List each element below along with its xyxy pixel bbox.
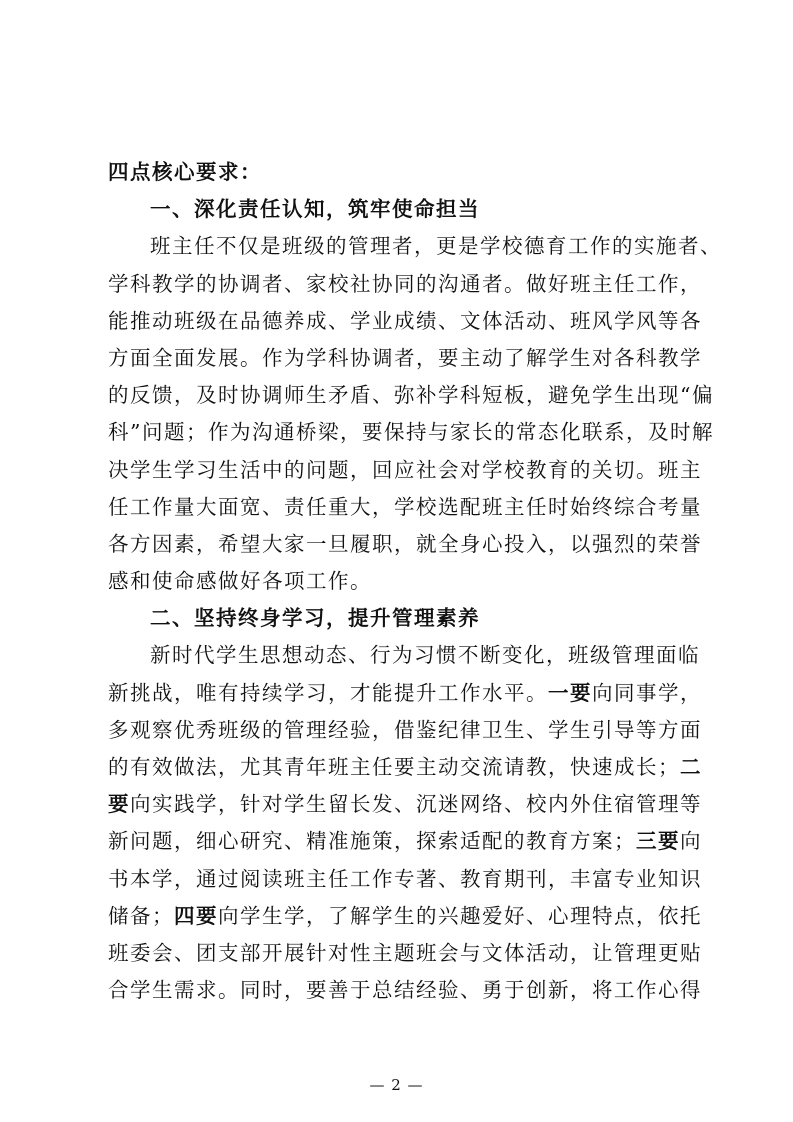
page-number: — 2 — <box>369 1076 424 1094</box>
paragraph-line: 新问题，细心研究、精准施策，探索适配的教育方案；三要向 <box>108 829 702 854</box>
paragraph-line: 班委会、团支部开展针对性主题班会与文体活动，让管理更贴 <box>108 940 702 965</box>
paragraph-line: 多观察优秀班级的管理经验，借鉴纪律卫生、学生引导等方面 <box>108 717 702 742</box>
paragraph-line: 能推动班级在品德养成、学业成绩、文体活动、班风学风等各 <box>108 308 702 333</box>
paragraph-line: 新时代学生思想动态、行为习惯不断变化，班级管理面临 <box>150 643 700 668</box>
intro-line: 四点核心要求： <box>108 160 262 184</box>
emphasis-text: 一要 <box>548 680 592 705</box>
section-body-2 <box>108 637 702 1009</box>
paragraph-line: 合学生需求。同时，要善于总结经验、勇于创新，将工作心得 <box>108 978 702 1003</box>
section-heading-2: 二、坚持终身学习，提升管理素养 <box>150 606 480 631</box>
paragraph-line: 班主任不仅是班级的管理者，更是学校德育工作的实施者、 <box>150 234 722 259</box>
paragraph-line: 方面全面发展。作为学科协调者，要主动了解学生对各科教学 <box>108 345 702 370</box>
paragraph-line: 储备；四要向学生学，了解学生的兴趣爱好、心理特点，依托 <box>108 903 702 928</box>
paragraph-line: 各方因素，希望大家一旦履职，就全身心投入，以强烈的荣誉 <box>108 531 702 556</box>
emphasis-text: 四要 <box>174 903 218 928</box>
paragraph-line: 书本学，通过阅读班主任工作专著、教育期刊，丰富专业知识 <box>108 866 702 891</box>
section-heading-1: 一、深化责任认知，筑牢使命担当 <box>150 197 480 222</box>
paragraph-line: 任工作量大面宽、责任重大，学校选配班主任时始终综合考量 <box>108 494 702 519</box>
paragraph-line: 感和使命感做好各项工作。 <box>108 569 372 594</box>
paragraph-line: 的有效做法，尤其青年班主任要主动交流请教，快速成长；二 <box>108 755 702 779</box>
document-body <box>108 154 722 1009</box>
section-body-1 <box>108 228 722 600</box>
paragraph-line: 科”问题；作为沟通桥梁，要保持与家长的常态化联系，及时解 <box>108 420 714 445</box>
emphasis-text: 二 <box>680 755 702 779</box>
paragraph-line: 的反馈，及时协调师生矛盾、弥补学科短板，避免学生出现“偏 <box>108 383 714 408</box>
emphasis-text: 要 <box>108 792 130 817</box>
paragraph-line: 新挑战，唯有持续学习，才能提升工作水平。一要向同事学， <box>108 680 702 705</box>
paragraph-line: 要向实践学，针对学生留长发、沉迷网络、校内外住宿管理等 <box>108 792 702 817</box>
emphasis-text: 三要 <box>636 829 680 854</box>
paragraph-line: 决学生学习生活中的问题，回应社会对学校教育的关切。班主 <box>108 457 702 482</box>
paragraph-line: 学科教学的协调者、家校社协同的沟通者。做好班主任工作， <box>108 271 702 296</box>
